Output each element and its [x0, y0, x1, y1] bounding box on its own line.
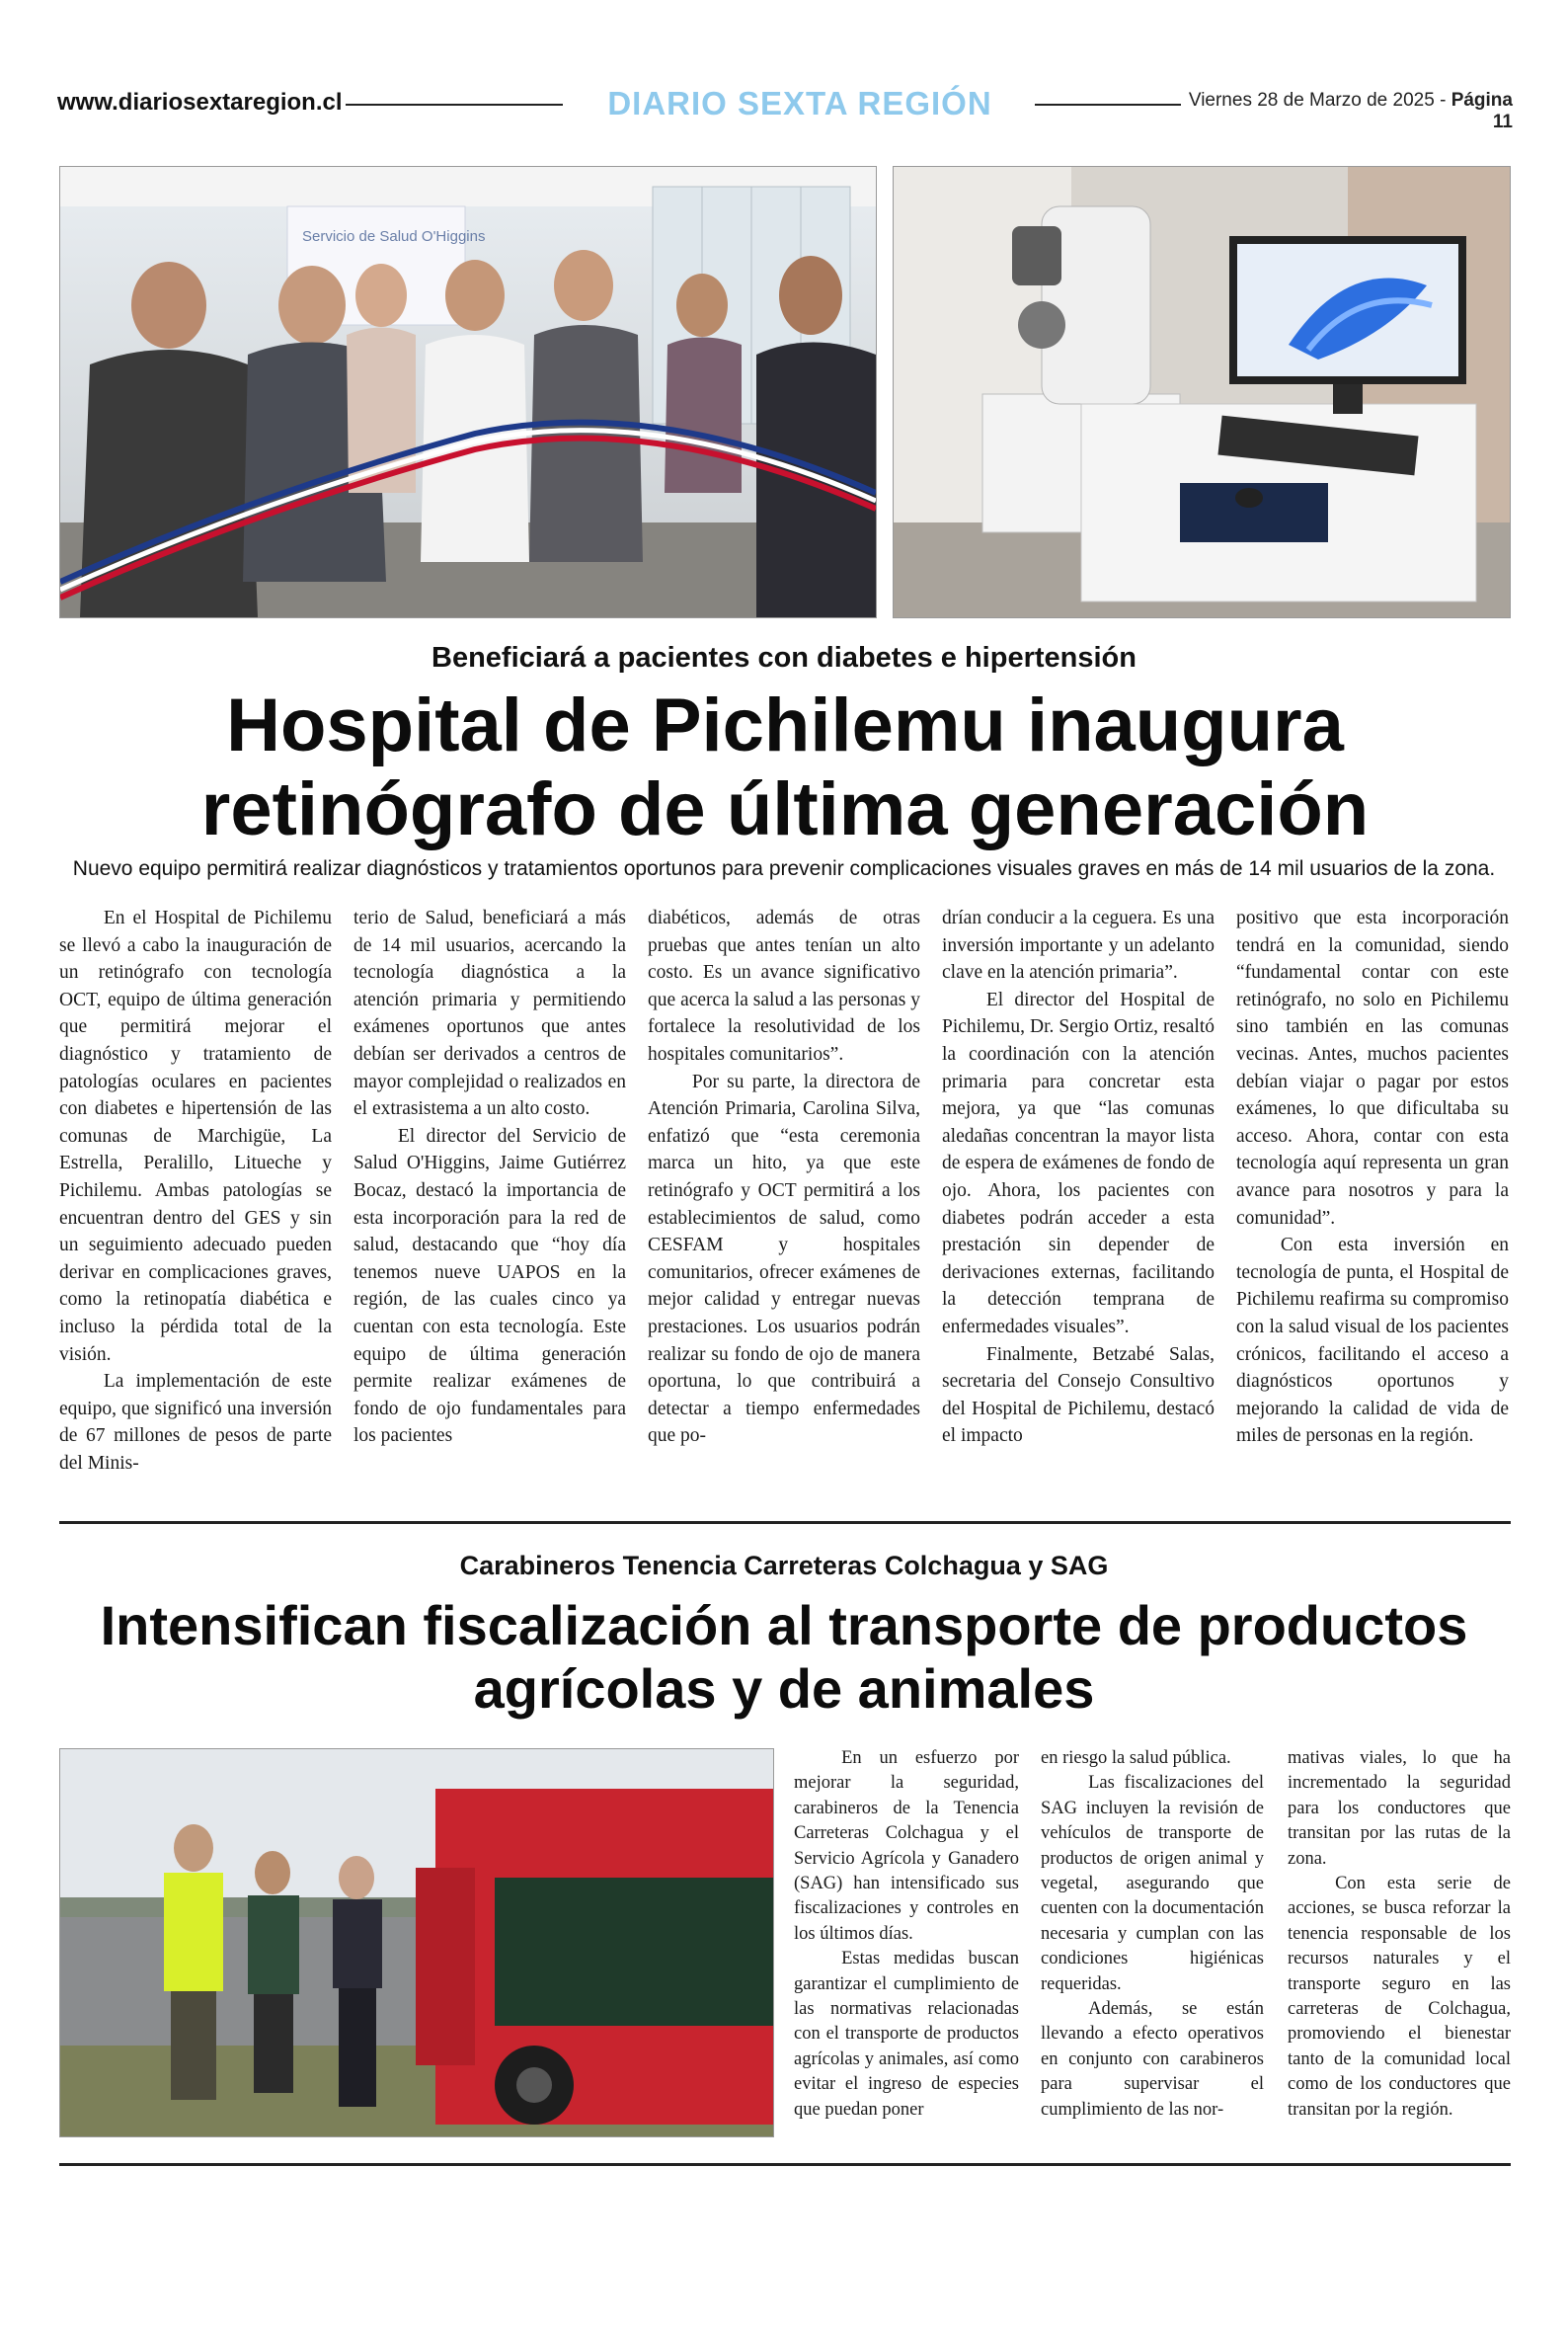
paragraph: Además, se están llevando a efecto operativos en conjunto con carabineros para supervisar el cumplimiento de las nor- — [1041, 1999, 1264, 2120]
article2-column-1 — [794, 1746, 1019, 2123]
paragraph: Por su parte, la directora de Atención Primaria, Carolina Silva, enfatizó que “esta ceremonia marca un hito, ya que este retinógrafo y OCT permitirá a los establecimientos de salud, como CESFAM y hospitales comunitarios, ofrecer exámenes de mejor calidad y entregar nuevas prestaciones. Los usuarios podrán realizar su fondo de ojo de manera oportuna, lo que contribuirá a detectar a tiempo enfermedades que po- — [648, 1071, 920, 1447]
article2-headline: Intensifican fiscalización al transporte de productos agrícolas y de animales — [100, 1594, 1468, 1720]
page-number: Página 11 — [1450, 90, 1513, 132]
paragraph: El director del Servicio de Salud O'Higgins, Jaime Gutiérrez Bocaz, destacó la importancia de esta incorporación para la red de salud, destacando que “hoy día tenemos nueve UAPOS en la región, de las cuales cinco ya cuentan con esta tecnología. Este equipo de última generación permite realizar exámenes de fondo de ojo fundamentales para los pacientes — [353, 1125, 626, 1447]
retinograph-photo — [893, 166, 1511, 618]
paragraph: En el Hospital de Pichilemu se llevó a cabo la inauguración de un retinógrafo con tecnología OCT, equipo de última generación que permitirá mejorar el diagnóstico y tratamiento de patologías oculares en pacientes con diabetes e hipertensión de las comunas de Marchigüe, La Estrella, Peralillo, Litueche y Pichilemu. Ambas patologías se encuentran dentro del GES y sin un seguimiento adecuado pueden derivar en complicaciones graves, como la retinopatía diabética e incluso la pérdida total de la visión. — [59, 908, 332, 1365]
paragraph: Con esta serie de acciones, se busca reforzar la tenencia responsable de los recursos naturales y el transporte seguro en las carreteras de Colchagua, promoviendo el bienestar tanto de la comunidad local como de los conductores que transitan por la región. — [1288, 1874, 1511, 2120]
newspaper-name: DIARIO SEXTA REGIÓN — [607, 85, 992, 121]
paragraph: mativas viales, lo que ha incrementado la seguridad para los conductores que transitan por las rutas de la zona. — [1288, 1748, 1511, 1869]
article-separator — [59, 1521, 1511, 1524]
article1-column-2 — [353, 905, 626, 1450]
paragraph: Finalmente, Betzabé Salas, secretaria del Consejo Consultivo del Hospital de Pichilemu, destacó el impacto — [942, 1343, 1215, 1447]
date-text: Viernes 28 de Marzo de 2025 - — [1188, 90, 1451, 111]
paragraph: El director del Hospital de Pichilemu, Dr. Sergio Ortiz, resaltó la coordinación con la atención primaria para concretar esta mejora, ya que “las comunas aledañas concentran la mayor lista de espera de exámenes de fondo de ojo. Ahora, los pacientes con diabetes podrán acceder a esta prestación sin depender de derivaciones externas, facilitando la detección temprana de enfermedades visuales”. — [942, 989, 1215, 1337]
header-rule-left — [346, 104, 563, 106]
article1-column-3 — [648, 905, 920, 1450]
article2-column-2 — [1041, 1746, 1264, 2123]
article1-column-1 — [59, 905, 332, 1477]
paragraph: drían conducir a la ceguera. Es una inversión importante y un adelanto clave en la atención primaria”. — [942, 908, 1215, 984]
paragraph: Con esta inversión en tecnología de punta, el Hospital de Pichilemu reafirma su compromiso con la salud visual de los pacientes crónicos, facilitando el acceso a diagnósticos oportunos y mejorando la calidad de vida de miles de personas en la región. — [1236, 1235, 1509, 1447]
article1-kicker: Beneficiará a pacientes con diabetes e hipertensión — [431, 642, 1137, 674]
article1-column-4 — [942, 905, 1215, 1450]
inspection-photo — [59, 1748, 774, 2137]
paragraph: terio de Salud, beneficiará a más de 14 mil usuarios, acercando la tecnología diagnóstica a la atención primaria y permitiendo exámenes oportunos que antes debían ser derivados a centros de mayor complejidad o realizados en el extrasistema a un alto costo. — [353, 908, 626, 1120]
article1-deck: Nuevo equipo permitirá realizar diagnósticos y tratamientos oportunos para prevenir complicaciones visuales graves en más de 14 mil usuarios de la zona. — [72, 857, 1496, 880]
paragraph: en riesgo la salud pública. — [1041, 1748, 1231, 1768]
paragraph: Las fiscalizaciones del SAG incluyen la revisión de vehículos de transporte de productos de origen animal y vegetal, asegurando que cuenten con la documentación necesaria y cumplan con las condiciones higiénicas requeridas. — [1041, 1773, 1264, 1994]
header-rule-right — [1035, 104, 1181, 106]
retinograph-illustration — [894, 167, 1510, 617]
paragraph: La implementación de este equipo, que significó una inversión de 67 millones de pesos de parte del Minis- — [59, 1371, 332, 1474]
issue-date — [1185, 90, 1513, 133]
ribbon-cutting-photo — [59, 166, 877, 618]
paragraph: diabéticos, además de otras pruebas que antes tenían un alto costo. Es un avance significativo que acerca la salud a las personas y fortalece la resolutividad de los hospitales comunitarios”. — [648, 908, 920, 1065]
signage-text: Servicio de Salud O'Higgins — [302, 228, 486, 245]
bottom-separator — [59, 2163, 1511, 2166]
paragraph: positivo que esta incorporación tendrá en la comunidad, siendo “fundamental contar con este retinógrafo, no solo en Pichilemu sino también en las comunas vecinas. Antes, muchos pacientes debían viajar o pagar por estos exámenes, lo que dificultaba su acceso. Ahora, contar con esta tecnología aquí representa un gran avance para nosotros y para la comunidad”. — [1236, 908, 1509, 1229]
ribbon-cutting-illustration — [60, 167, 876, 617]
article1-column-5 — [1236, 905, 1509, 1450]
article2-kicker: Carabineros Tenencia Carreteras Colchagua y SAG — [459, 1551, 1109, 1580]
article2-column-3 — [1288, 1746, 1511, 2123]
paragraph: Estas medidas buscan garantizar el cumplimiento de las normativas relacionadas con el transporte de productos agrícolas y animales, así como evitar el ingreso de especies que puedan poner — [794, 1949, 1019, 2120]
site-url[interactable]: www.diariosextaregion.cl — [57, 89, 343, 116]
article1-headline: Hospital de Pichilemu inaugura retinógrafo de última generación — [200, 683, 1370, 852]
paragraph: En un esfuerzo por mejorar la seguridad, carabineros de la Tenencia Carreteras Colchagua y el Servicio Agrícola y Ganadero (SAG) han intensificado sus fiscalizaciones y controles en los últimos días. — [794, 1748, 1019, 1944]
inspection-illustration — [60, 1749, 773, 2136]
